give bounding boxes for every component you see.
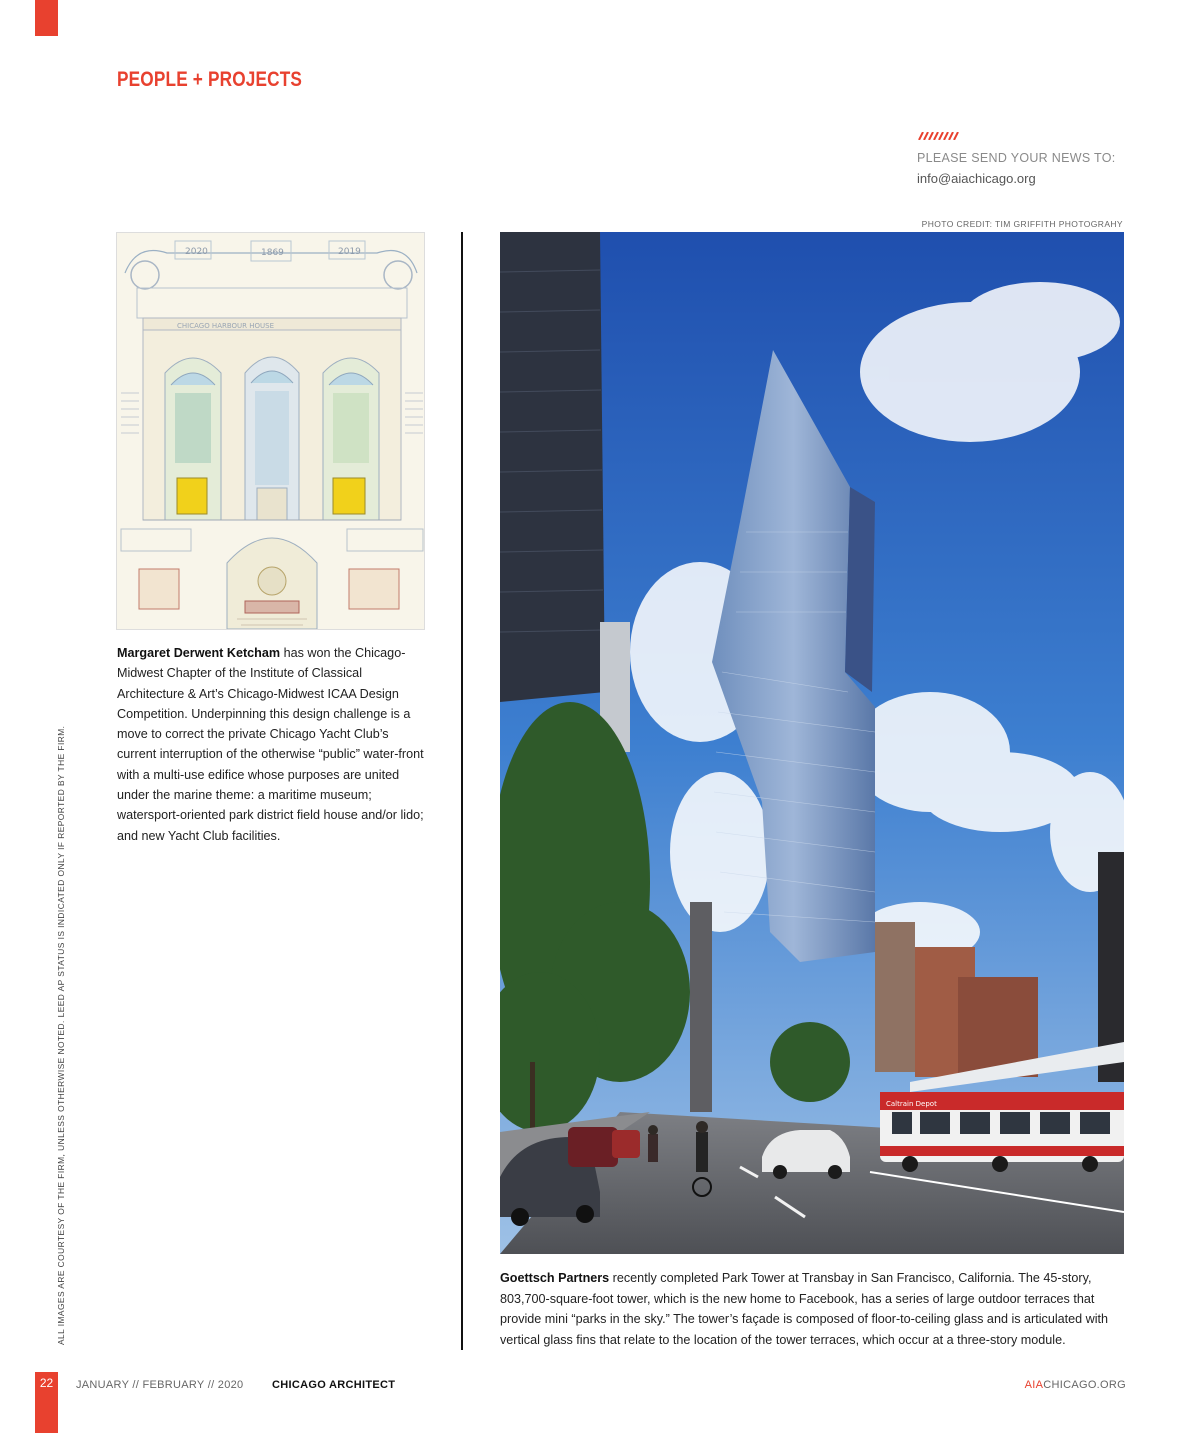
footer-magazine-title: CHICAGO ARCHITECT bbox=[272, 1379, 396, 1391]
footer-site-prefix: AIA bbox=[1024, 1379, 1044, 1391]
footer-issue-date: JANUARY // FEBRUARY // 2020 bbox=[76, 1379, 244, 1391]
footer-website-link[interactable] bbox=[1025, 1379, 1126, 1391]
news-label: PLEASE SEND YOUR NEWS TO: bbox=[917, 151, 1116, 165]
sketch-year-left: 2020 bbox=[185, 247, 208, 257]
sketch-year-right: 2019 bbox=[338, 247, 361, 257]
header-accent-bar bbox=[35, 0, 58, 36]
column-divider bbox=[461, 232, 463, 1350]
sketch-year-center: 1869 bbox=[261, 248, 284, 258]
bus-sign-text: Caltrain Depot bbox=[886, 1100, 937, 1108]
left-article-text bbox=[117, 643, 427, 846]
park-tower-photo bbox=[500, 232, 1124, 1254]
sketch-banner-text: CHICAGO HARBOUR HOUSE bbox=[177, 322, 275, 330]
left-article-body: has won the Chicago-Midwest Chapter of the Institute of Classical Architecture & Art’s Chicago-Midwest ICAA Design Competition. Underpinning this design challenge is a move to correct the private Chicago Yacht Club’s current interruption of the otherwise “public” water-front with a multi-use edifice whose purposes are united under the marine theme: a maritime museum; watersport-oriented park district field house and/or lido; and new Yacht Club facilities. bbox=[117, 646, 424, 843]
photo-credit: PHOTO CREDIT: TIM GRIFFITH PHOTOGRAHY bbox=[921, 219, 1123, 229]
news-email-link[interactable]: info@aiachicago.org bbox=[917, 171, 1036, 186]
footer-site-suffix: CHICAGO.ORG bbox=[1043, 1379, 1126, 1391]
right-article-text bbox=[500, 1268, 1130, 1350]
left-article-name: Margaret Derwent Ketcham bbox=[117, 646, 281, 660]
hatch-mark-icon bbox=[917, 132, 961, 140]
image-courtesy-note: ALL IMAGES ARE COURTESY OF THE FIRM, UNLESS OTHERWISE NOTED. LEED AP STATUS IS INDICATED ONLY IF REPORTED BY THE FIRM. bbox=[56, 725, 66, 1345]
right-article-name: Goettsch Partners bbox=[500, 1271, 610, 1285]
section-title: PEOPLE + PROJECTS bbox=[117, 68, 303, 91]
page-number: 22 bbox=[39, 1376, 54, 1390]
right-article-body: recently completed Park Tower at Transbay in San Francisco, California. The 45-story, 803,700-square-foot tower, which is the new home to Facebook, has a series of large outdoor terraces that provide mini “parks in the sky.” The tower’s façade is composed of floor-to-ceiling glass and is articulated with vertical glass fins that relate to the location of the tower terraces, which occur at a three-story module. bbox=[500, 1271, 1109, 1347]
harbour-house-sketch-image bbox=[116, 232, 425, 630]
